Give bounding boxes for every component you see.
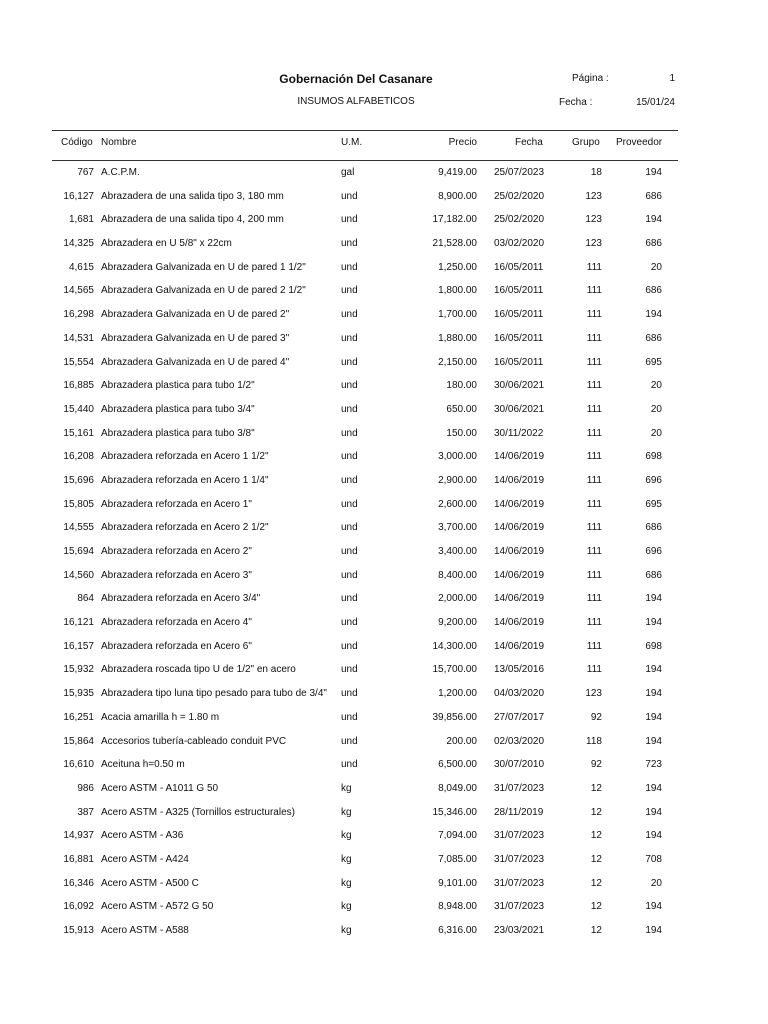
cell-group: 111 [586,569,602,581]
cell-provider: 194 [645,593,662,605]
cell-code: 1,681 [68,214,94,226]
table-row [0,209,768,233]
cell-group: 123 [585,214,602,226]
cell-um: kg [341,806,352,818]
col-header-provider: Proveedor [616,137,663,148]
cell-um: kg [341,901,352,913]
cell-price: 17,182.00 [432,214,477,226]
cell-name: Abrazadera reforzada en Acero 1" [101,498,252,510]
cell-price: 6,500.00 [438,759,477,771]
cell-um: und [341,285,358,297]
table-row [0,375,768,399]
cell-date: 30/11/2022 [494,427,544,439]
cell-date: 14/06/2019 [494,569,545,581]
cell-group: 111 [586,617,602,629]
col-header-date: Fecha [515,137,543,148]
cell-um: und [341,190,358,202]
table-row [0,612,768,636]
table-row [0,778,768,802]
cell-name: Aceituna h=0.50 m [101,759,185,771]
cell-um: und [341,474,358,486]
table-row [0,659,768,683]
cell-provider: 194 [645,167,662,178]
cell-code: 15,554 [63,356,94,368]
cell-um: kg [341,877,352,889]
cell-code: 14,937 [63,830,94,842]
cell-date: 14/06/2019 [494,522,545,534]
cell-name: Acacia amarilla h = 1.80 m [101,711,220,723]
cell-group: 111 [586,451,602,463]
cell-um: und [341,356,358,368]
cell-provider: 194 [645,830,662,842]
cell-group: 111 [586,498,602,510]
table-row [0,825,768,849]
cell-date: 02/03/2020 [494,735,545,747]
table-row [0,517,768,541]
cell-provider: 20 [650,261,662,273]
cell-code: 16,610 [63,759,94,771]
cell-provider: 194 [645,901,662,913]
cell-date: 27/07/2017 [494,711,545,723]
cell-code: 767 [77,167,94,178]
cell-date: 30/06/2021 [494,380,545,392]
cell-price: 8,900.00 [438,190,477,202]
table-row [0,399,768,423]
cell-provider: 686 [645,285,662,297]
cell-date: 14/06/2019 [494,498,545,510]
cell-code: 16,157 [63,640,94,652]
cell-code: 864 [77,593,94,605]
cell-code: 15,805 [63,498,94,510]
cell-name: A.C.P.M. [101,167,140,178]
cell-name: Abrazadera roscada tipo U de 1/2" en acero [101,664,296,676]
cell-price: 650.00 [446,403,477,415]
cell-group: 92 [590,759,602,771]
cell-name: Abrazadera reforzada en Acero 2" [101,546,252,557]
cell-provider: 194 [645,664,662,676]
table-row [0,896,768,920]
cell-date: 16/05/2011 [494,309,544,321]
cell-um: kg [341,853,352,865]
cell-group: 111 [586,403,602,415]
cell-price: 1,700.00 [438,309,477,321]
cell-group: 12 [590,853,602,865]
cell-code: 15,694 [63,546,94,557]
table-row [0,636,768,660]
cell-price: 8,400.00 [438,569,477,581]
cell-provider: 695 [645,356,662,368]
cell-date: 16/05/2011 [494,261,544,273]
cell-um: kg [341,830,352,842]
cell-name: Abrazadera Galvanizada en U de pared 1 1/2" [101,261,306,273]
cell-um: und [341,735,358,747]
cell-code: 16,346 [63,877,94,889]
cell-code: 15,864 [63,735,94,747]
cell-code: 14,565 [63,285,94,297]
cell-group: 92 [590,711,602,723]
cell-code: 4,615 [68,261,94,273]
cell-price: 2,150.00 [438,356,477,368]
cell-um: und [341,498,358,510]
cell-date: 31/07/2023 [494,901,545,913]
report-date: 15/01/24 [636,97,675,108]
cell-group: 12 [590,925,602,936]
cell-group: 111 [586,309,602,321]
cell-um: und [341,427,358,439]
cell-name: Abrazadera plastica para tubo 3/8" [101,427,255,439]
cell-name: Abrazadera Galvanizada en U de pared 2 1/2" [101,285,306,297]
cell-price: 1,250.00 [438,261,477,273]
cell-provider: 194 [645,806,662,818]
cell-price: 7,085.00 [438,853,477,865]
page-number: 1 [669,73,675,84]
cell-provider: 696 [645,546,662,557]
cell-code: 14,531 [63,332,94,344]
cell-name: Abrazadera reforzada en Acero 3/4" [101,593,261,605]
cell-name: Abrazadera reforzada en Acero 4" [101,617,252,629]
cell-group: 12 [590,782,602,794]
cell-group: 123 [585,190,602,202]
cell-group: 18 [590,167,602,178]
cell-provider: 20 [650,427,662,439]
col-header-um: U.M. [341,137,363,148]
cell-price: 21,528.00 [432,238,477,250]
page-label: Página : [572,73,609,84]
table-row [0,446,768,470]
cell-name: Abrazadera plastica para tubo 3/4" [101,403,255,415]
col-header-group: Grupo [572,137,600,148]
table-row [0,565,768,589]
cell-price: 2,000.00 [438,593,477,605]
cell-price: 9,419.00 [438,167,477,178]
cell-name: Acero ASTM - A1011 G 50 [101,782,219,794]
cell-um: und [341,593,358,605]
cell-date: 30/06/2021 [494,403,545,415]
cell-price: 2,900.00 [438,474,477,486]
cell-price: 3,400.00 [438,546,477,557]
table-row [0,494,768,518]
cell-price: 15,346.00 [432,806,477,818]
cell-date: 14/06/2019 [494,593,545,605]
cell-price: 180.00 [446,380,477,392]
cell-name: Abrazadera tipo luna tipo pesado para tubo de 3/4" [101,688,327,700]
cell-date: 25/07/2023 [494,167,545,178]
cell-um: und [341,688,358,700]
cell-name: Abrazadera Galvanizada en U de pared 4" [101,356,290,368]
cell-date: 03/02/2020 [494,238,545,250]
cell-um: und [341,569,358,581]
cell-price: 1,800.00 [438,285,477,297]
cell-date: 14/06/2019 [494,451,545,463]
cell-group: 12 [590,877,602,889]
cell-provider: 686 [645,238,662,250]
cell-provider: 695 [645,498,662,510]
cell-name: Abrazadera reforzada en Acero 1 1/4" [101,474,269,486]
cell-price: 7,094.00 [438,830,477,842]
cell-price: 6,316.00 [438,925,477,936]
cell-provider: 723 [645,759,662,771]
cell-um: und [341,451,358,463]
table-row [0,186,768,210]
cell-group: 111 [586,261,602,273]
cell-um: kg [341,925,352,936]
cell-provider: 194 [645,711,662,723]
cell-group: 123 [585,238,602,250]
cell-name: Acero ASTM - A325 (Tornillos estructurales) [101,806,295,818]
cell-provider: 686 [645,332,662,344]
cell-date: 04/03/2020 [494,688,545,700]
cell-date: 14/06/2019 [494,617,545,629]
table-row [0,802,768,826]
cell-date: 14/06/2019 [494,546,545,557]
cell-provider: 686 [645,190,662,202]
cell-code: 14,325 [63,238,94,250]
cell-price: 150.00 [446,427,477,439]
cell-group: 111 [586,664,602,676]
cell-code: 15,913 [63,925,94,936]
date-label: Fecha : [559,97,593,108]
col-header-name: Nombre [101,137,137,148]
cell-um: und [341,309,358,321]
cell-price: 3,000.00 [438,451,477,463]
cell-provider: 696 [645,474,662,486]
cell-code: 986 [77,782,94,794]
table-row [0,754,768,778]
cell-code: 15,696 [63,474,94,486]
cell-group: 111 [586,380,602,392]
cell-um: und [341,640,358,652]
cell-price: 8,948.00 [438,901,477,913]
cell-price: 15,700.00 [432,664,477,676]
table-row [0,849,768,873]
table-row [0,162,768,186]
cell-code: 16,127 [63,190,94,202]
cell-date: 31/07/2023 [494,782,545,794]
cell-name: Acero ASTM - A588 [101,925,189,936]
cell-group: 118 [586,735,602,747]
cell-name: Abrazadera en U 5/8" x 22cm [101,238,232,250]
cell-provider: 194 [645,214,662,226]
cell-provider: 698 [645,451,662,463]
header-rule-bottom [52,160,678,161]
cell-um: und [341,617,358,629]
cell-provider: 20 [650,403,662,415]
cell-provider: 686 [645,522,662,534]
cell-group: 111 [586,356,602,368]
cell-date: 13/05/2016 [494,664,545,676]
table-row [0,731,768,755]
table-row [0,707,768,731]
cell-provider: 194 [645,735,662,747]
cell-um: und [341,759,358,771]
cell-code: 16,208 [63,451,94,463]
cell-code: 16,881 [63,853,94,865]
cell-price: 8,049.00 [438,782,477,794]
cell-name: Abrazadera reforzada en Acero 2 1/2" [101,522,269,534]
report-title: Gobernación Del Casanare [279,72,433,86]
cell-code: 387 [77,806,94,818]
cell-price: 14,300.00 [432,640,477,652]
cell-price: 9,101.00 [438,877,477,889]
cell-provider: 194 [645,617,662,629]
cell-name: Abrazadera reforzada en Acero 3" [101,569,252,581]
cell-group: 111 [586,593,602,605]
cell-price: 200.00 [446,735,477,747]
cell-group: 111 [586,285,602,297]
cell-code: 15,935 [63,688,94,700]
cell-um: und [341,261,358,273]
cell-name: Abrazadera de una salida tipo 3, 180 mm [101,190,284,202]
cell-name: Abrazadera reforzada en Acero 1 1/2" [101,451,269,463]
cell-date: 25/02/2020 [494,190,545,202]
cell-code: 16,885 [63,380,94,392]
cell-code: 15,161 [63,427,94,439]
cell-code: 16,251 [63,711,94,723]
cell-name: Abrazadera Galvanizada en U de pared 3" [101,332,290,344]
table-row [0,541,768,565]
cell-price: 9,200.00 [438,617,477,629]
cell-um: und [341,332,358,344]
cell-code: 14,560 [63,569,94,581]
table-row [0,873,768,897]
cell-group: 111 [586,332,602,344]
cell-date: 16/05/2011 [494,285,544,297]
table-row [0,304,768,328]
cell-group: 111 [586,522,602,534]
cell-um: und [341,522,358,534]
table-row [0,352,768,376]
cell-um: und [341,380,358,392]
cell-um: und [341,664,358,676]
col-header-code: Código [61,137,93,148]
cell-name: Abrazadera reforzada en Acero 6" [101,640,252,652]
cell-code: 16,298 [63,309,94,321]
cell-date: 23/03/2021 [494,925,545,936]
cell-date: 25/02/2020 [494,214,545,226]
cell-provider: 708 [645,853,662,865]
cell-name: Accesorios tubería-cableado conduit PVC [101,735,287,747]
cell-name: Acero ASTM - A500 C [101,877,199,889]
cell-provider: 194 [645,688,662,700]
cell-group: 111 [586,546,602,557]
table-row [0,257,768,281]
table-row [0,683,768,707]
header-rule-top [52,130,678,131]
cell-provider: 194 [645,309,662,321]
cell-name: Acero ASTM - A36 [101,830,184,842]
table-body [0,162,768,944]
cell-code: 16,121 [63,617,94,629]
cell-name: Abrazadera Galvanizada en U de pared 2" [101,309,290,321]
col-header-price: Precio [448,137,477,148]
cell-price: 39,856.00 [432,711,477,723]
cell-name: Acero ASTM - A572 G 50 [101,901,214,913]
cell-group: 111 [586,640,602,652]
cell-name: Abrazadera de una salida tipo 4, 200 mm [101,214,284,226]
cell-date: 28/11/2019 [494,806,544,818]
cell-date: 16/05/2011 [494,356,544,368]
cell-price: 1,880.00 [438,332,477,344]
cell-price: 1,200.00 [438,688,477,700]
cell-price: 2,600.00 [438,498,477,510]
cell-um: und [341,711,358,723]
cell-um: und [341,214,358,226]
cell-group: 111 [586,427,602,439]
cell-group: 12 [590,830,602,842]
cell-name: Abrazadera plastica para tubo 1/2" [101,380,255,392]
cell-price: 3,700.00 [438,522,477,534]
cell-um: kg [341,782,352,794]
cell-group: 12 [590,901,602,913]
cell-um: und [341,403,358,415]
cell-date: 14/06/2019 [494,474,545,486]
cell-date: 14/06/2019 [494,640,545,652]
cell-date: 31/07/2023 [494,877,545,889]
cell-code: 15,932 [63,664,94,676]
table-row [0,328,768,352]
cell-um: und [341,238,358,250]
cell-group: 12 [590,806,602,818]
table-row [0,233,768,257]
table-row [0,920,768,944]
table-row [0,423,768,447]
cell-um: und [341,546,358,557]
cell-provider: 194 [645,925,662,936]
cell-code: 16,092 [63,901,94,913]
report-subtitle: INSUMOS ALFABETICOS [297,96,415,107]
cell-provider: 20 [650,877,662,889]
cell-group: 123 [585,688,602,700]
table-row [0,470,768,494]
cell-provider: 698 [645,640,662,652]
cell-provider: 194 [645,782,662,794]
cell-provider: 686 [645,569,662,581]
cell-um: gal [341,167,355,178]
cell-code: 14,555 [63,522,94,534]
table-row [0,588,768,612]
cell-code: 15,440 [63,403,94,415]
cell-date: 31/07/2023 [494,853,545,865]
table-row [0,280,768,304]
cell-group: 111 [586,474,602,486]
cell-date: 31/07/2023 [494,830,545,842]
cell-name: Acero ASTM - A424 [101,853,189,865]
cell-provider: 20 [650,380,662,392]
cell-date: 16/05/2011 [494,332,544,344]
cell-date: 30/07/2010 [494,759,545,771]
